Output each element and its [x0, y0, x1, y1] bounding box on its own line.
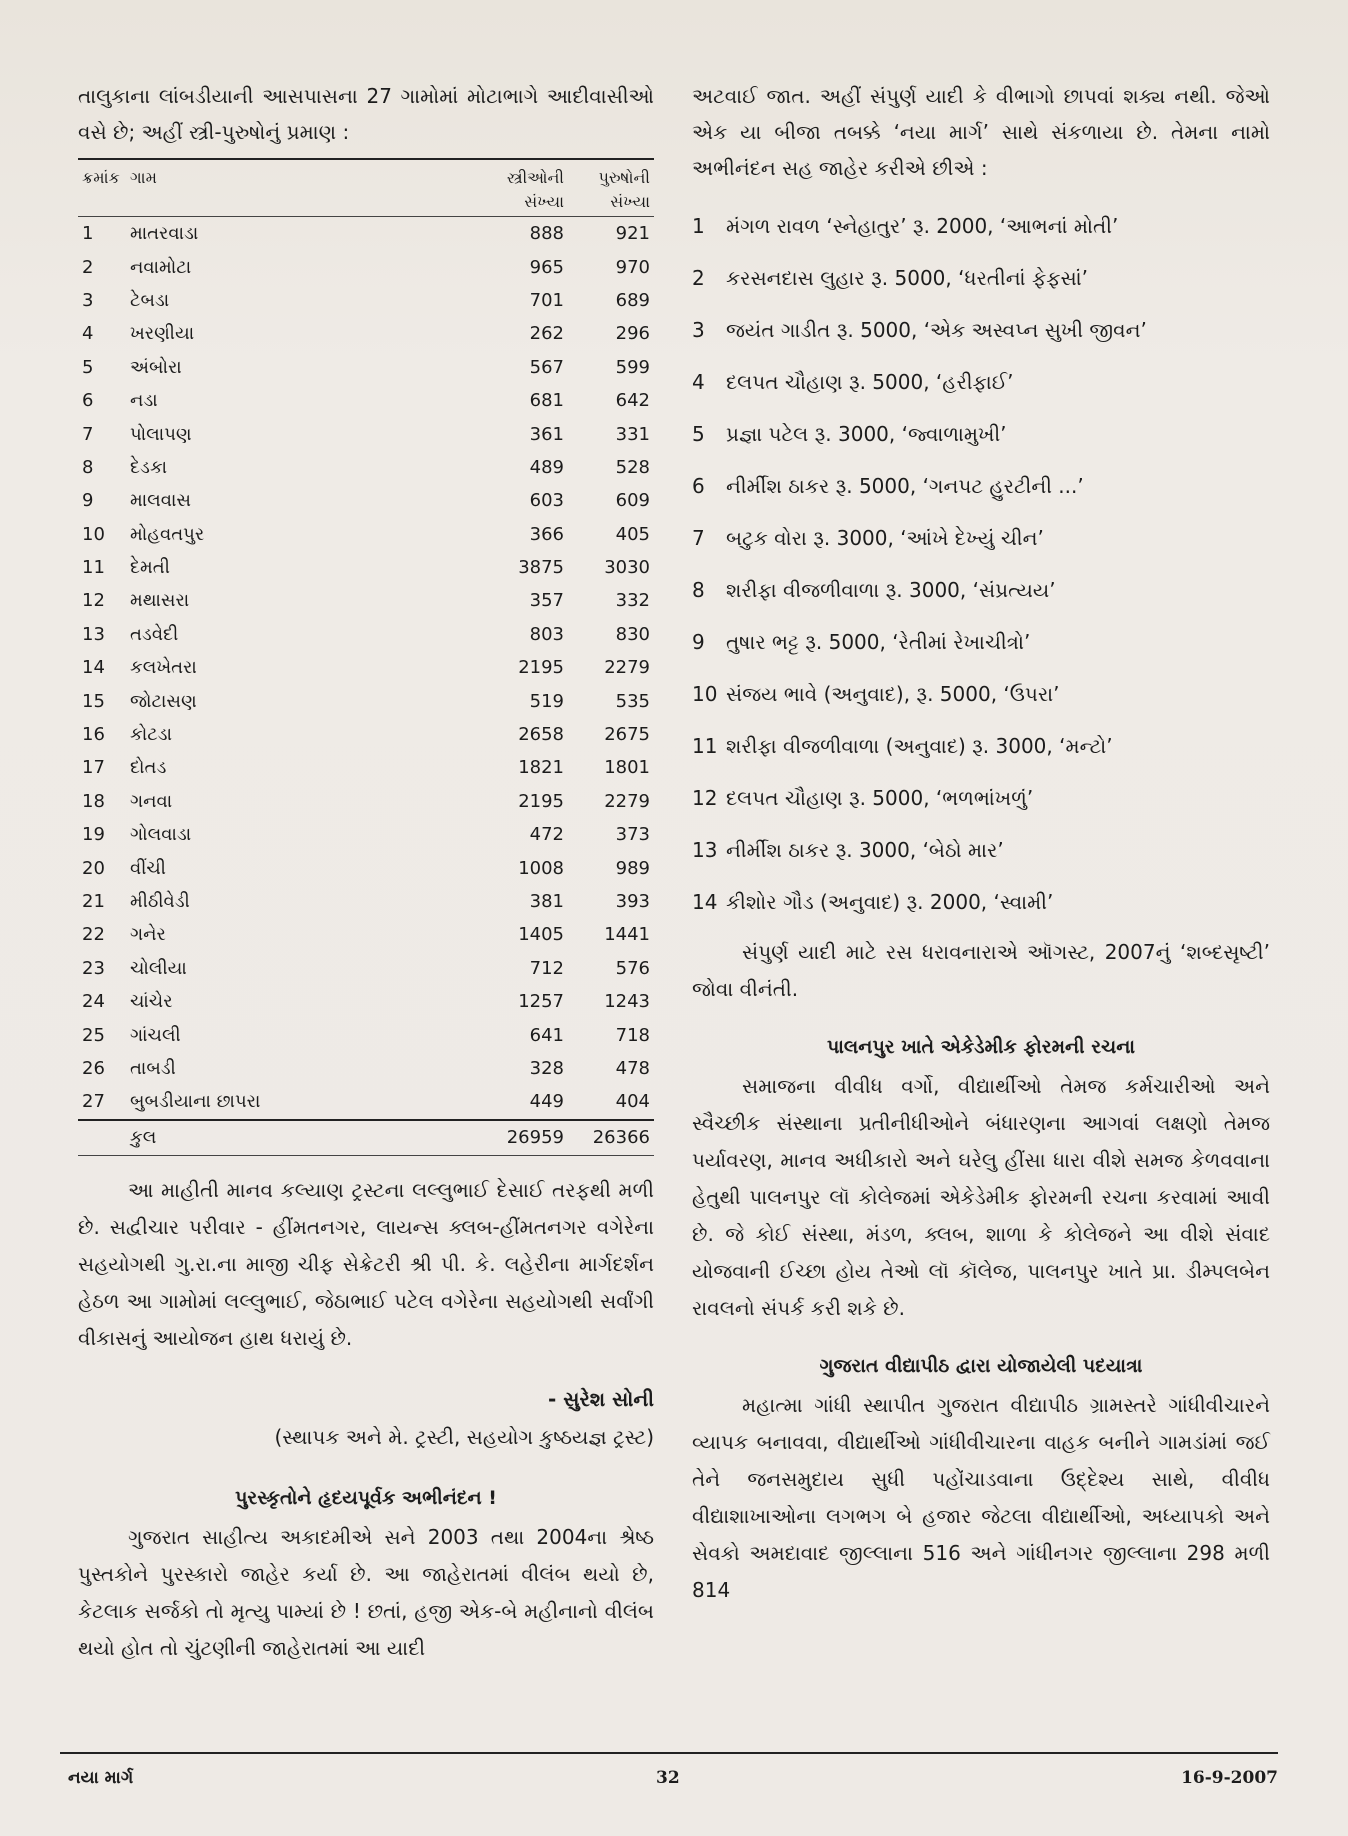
table-row	[78, 584, 654, 617]
row-men: 830	[615, 623, 650, 645]
award-number: 3	[692, 318, 705, 342]
row-village: મીઠીવેડી	[130, 891, 190, 912]
row-village: નડા	[130, 390, 158, 412]
table-row	[78, 918, 654, 951]
list-item	[692, 408, 1270, 460]
row-women: 567	[529, 356, 564, 378]
row-men: 332	[615, 590, 650, 612]
row-village: દેડકા	[130, 456, 168, 478]
row-men: 296	[615, 323, 650, 345]
row-village: ચાંચેર	[130, 991, 173, 1013]
row-village: કોટડા	[130, 724, 172, 746]
row-serial: 9	[82, 490, 94, 512]
award-text: કીશોર ગૌડ (અનુવાદ) રૂ. 2000, ‘સ્વામી’	[726, 890, 1054, 914]
row-village: મોહવતપુર	[130, 523, 205, 545]
table-row	[78, 451, 654, 484]
row-women: 381	[529, 891, 564, 912]
row-women: 681	[529, 390, 564, 412]
list-item	[692, 356, 1270, 408]
row-women: 1821	[518, 757, 564, 779]
list-item	[692, 720, 1270, 772]
award-number: 7	[692, 526, 705, 550]
row-men: 599	[615, 356, 650, 378]
row-village: વીંચી	[130, 857, 166, 879]
row-village: દોતડ	[130, 757, 167, 779]
right-paragraph-1: સમાજના વીવીધ વર્ગો, વીદ્યાર્થીઓ તેમજ કર્મચારીઓ અને સ્વૈચ્છીક સંસ્થાના પ્રતીનીધીઓને બંધારણના આગવાં લક્ષણો તેમજ પર્યાવરણ, માનવ અધીકારો અને ઘરેલુ હીંસા ધારા વીશે સમજ કેળવવાના હેતુથી પાલનપુર લૉ કોલેજમાં એકેડેમીક ફોરમની રચના કરવામાં આવી છે. જે કોઈ સંસ્થા, મંડળ, ક્લબ, શાળા કે કોલેજને આ વીશે સંવાદ યોજવાની ઈચ્છા હોય તેઓ લૉ કૉલેજ, પાલનપુર ખાતે પ્રા. ડીમ્પલબેન રાવલનો સંપર્ક કરી શકે છે.	[692, 1074, 1270, 1320]
total-men: 26366	[568, 1120, 654, 1156]
table-row	[78, 751, 654, 784]
row-women: 3875	[518, 557, 564, 579]
award-number: 14	[692, 890, 718, 914]
page-footer	[60, 1752, 1278, 1794]
row-men: 609	[615, 490, 650, 512]
row-serial: 10	[82, 523, 105, 545]
col-header-serial: ક્રમાંક	[78, 159, 126, 190]
row-village: અંબોરા	[130, 356, 182, 378]
col-subheader-men: સંખ્યા	[568, 190, 654, 217]
right-heading-padyatra: ગુજરાત વીદ્યાપીઠ દ્વારા યોજાયેલી પદયાત્રા	[819, 1355, 1143, 1377]
row-women: 262	[529, 323, 564, 345]
row-serial: 17	[82, 757, 105, 779]
row-serial: 19	[82, 824, 105, 846]
col-header-village: ગામ	[126, 159, 450, 190]
row-village: ગોલવાડા	[130, 824, 192, 846]
row-serial: 22	[82, 924, 105, 946]
award-text: દલપત ચૌહાણ રૂ. 5000, ‘ભળભાંખળું’	[726, 786, 1034, 810]
list-item	[692, 616, 1270, 668]
table-row	[78, 484, 654, 517]
footer-page-number: 32	[656, 1768, 680, 1788]
row-serial: 11	[82, 557, 105, 579]
row-men: 2675	[604, 724, 650, 746]
table-row	[78, 952, 654, 985]
row-women: 519	[529, 690, 564, 712]
row-women: 641	[529, 1024, 564, 1046]
award-number: 11	[692, 734, 718, 758]
row-women: 2658	[518, 724, 564, 746]
row-serial: 20	[82, 857, 105, 879]
village-gender-table	[78, 158, 654, 1156]
row-serial: 16	[82, 724, 105, 746]
table-row	[78, 250, 654, 283]
row-women: 965	[529, 256, 564, 278]
award-text: નીર્મીશ ઠાકર રૂ. 3000, ‘બેઠો માર’	[726, 838, 1004, 862]
row-village: કલખેતરા	[130, 657, 197, 679]
row-serial: 21	[82, 891, 105, 912]
list-item	[692, 252, 1270, 304]
table-row	[78, 217, 654, 251]
signature: - સુરેશ સોની	[547, 1386, 654, 1411]
left-heading-awards: પુરસ્કૃતોને હૃદયપૂર્વક અભીનંદન !	[235, 1486, 497, 1509]
table-row	[78, 684, 654, 717]
row-men: 3030	[604, 557, 650, 579]
row-serial: 26	[82, 1057, 105, 1079]
signature-subtitle: (સ્થાપક અને મે. ટ્રસ્ટી, સહયોગ કુષ્ઠયજ્ઞ ટ્રસ્ટ)	[274, 1424, 654, 1449]
list-item	[692, 824, 1270, 876]
village-rows	[78, 217, 654, 1120]
row-village: બુબડીયાના છાપરા	[130, 1091, 261, 1113]
row-women: 449	[529, 1091, 564, 1113]
row-village: ગાંચલી	[130, 1024, 181, 1046]
row-women: 472	[529, 824, 564, 846]
col-header-women: સ્ત્રીઓની	[450, 159, 568, 190]
row-men: 576	[615, 957, 650, 979]
table-row	[78, 518, 654, 551]
table-row	[78, 651, 654, 684]
award-text: કરસનદાસ લુહાર રૂ. 5000, ‘ધરતીનાં ફેફસાં’	[726, 266, 1088, 290]
row-serial: 15	[82, 690, 105, 712]
row-serial: 5	[82, 356, 94, 378]
row-serial: 3	[82, 289, 94, 311]
row-men: 528	[615, 456, 650, 478]
total-row	[78, 1120, 654, 1156]
row-village: ગનેર	[130, 924, 166, 946]
right-intro: અટવાઈ જાત. અહીં સંપુર્ણ યાદી કે વીભાગો છાપવાં શક્ય નથી. જેઓ એક યા બીજા તબક્કે ‘નયા માર્ગ’ સાથે સંકળાયા છે. તેમના નામો અભીનંદન સહ જાહેર કરીએ છીએ :	[692, 84, 1270, 180]
row-men: 970	[615, 256, 650, 278]
row-village: તાબડી	[130, 1057, 176, 1079]
award-number: 8	[692, 578, 705, 602]
row-village: પોલાપણ	[130, 423, 192, 445]
row-men: 393	[615, 891, 650, 912]
table-row	[78, 351, 654, 384]
row-village: ટેબડા	[130, 289, 170, 311]
table-row	[78, 384, 654, 417]
row-serial: 7	[82, 423, 94, 445]
right-column	[692, 78, 1270, 1609]
row-village: દેમતી	[130, 557, 170, 579]
awards-list	[692, 200, 1270, 928]
table-row	[78, 885, 654, 918]
row-men: 331	[615, 423, 650, 445]
row-serial: 6	[82, 390, 94, 412]
table-row	[78, 284, 654, 317]
row-men: 689	[615, 289, 650, 311]
award-text: સંજય ભાવે (અનુવાદ), રૂ. 5000, ‘ઉપરા’	[726, 682, 1060, 706]
row-men: 1243	[604, 991, 650, 1013]
row-women: 328	[529, 1057, 564, 1079]
award-text: તુષાર ભટ્ટ રૂ. 5000, ‘રેતીમાં રેખાચીત્રો’	[726, 630, 1031, 654]
row-serial: 18	[82, 790, 105, 812]
row-serial: 13	[82, 623, 105, 645]
row-serial: 25	[82, 1024, 105, 1046]
row-village: માતરવાડા	[130, 223, 199, 245]
table-row	[78, 851, 654, 884]
table-row	[78, 551, 654, 584]
list-item	[692, 460, 1270, 512]
award-number: 13	[692, 838, 718, 862]
row-women: 1257	[518, 991, 564, 1013]
row-serial: 27	[82, 1091, 105, 1113]
total-label: કુલ	[126, 1120, 450, 1156]
row-women: 1405	[518, 924, 564, 946]
list-item	[692, 772, 1270, 824]
row-men: 989	[615, 857, 650, 879]
row-men: 2279	[604, 657, 650, 679]
row-men: 405	[615, 523, 650, 545]
award-number: 12	[692, 786, 718, 810]
table-row	[78, 417, 654, 450]
list-item	[692, 304, 1270, 356]
row-serial: 24	[82, 991, 105, 1013]
row-men: 1441	[604, 924, 650, 946]
left-intro: તાલુકાના લાંબડીયાની આસપાસના 27 ગામોમાં મોટાભાગે આદીવાસીઓ વસે છે; અહીં સ્ત્રી-પુરુષોનું પ્રમાણ :	[78, 84, 654, 144]
col-header-men: પુરુષોની	[568, 159, 654, 190]
table-row	[78, 818, 654, 851]
row-women: 888	[529, 223, 564, 245]
award-number: 6	[692, 474, 705, 498]
award-text: શરીફા વીજળીવાળા (અનુવાદ) રૂ. 3000, ‘મન્ટો’	[726, 734, 1113, 758]
row-women: 366	[529, 523, 564, 545]
row-serial: 23	[82, 957, 105, 979]
row-serial: 1	[82, 223, 94, 245]
total-women: 26959	[450, 1120, 568, 1156]
award-text: દલપત ચૌહાણ રૂ. 5000, ‘હરીફાઈ’	[726, 370, 1014, 394]
row-village: ગનવા	[130, 790, 173, 812]
row-men: 718	[615, 1024, 650, 1046]
award-text: શરીફા વીજળીવાળા રૂ. 3000, ‘સંપ્રત્યય’	[726, 578, 1056, 602]
award-number: 2	[692, 266, 705, 290]
award-text: મંગળ રાવળ ‘સ્નેહાતુર’ રૂ. 2000, ‘આભનાં મોતી’	[726, 214, 1119, 238]
table-row	[78, 785, 654, 818]
list-item	[692, 668, 1270, 720]
row-men: 478	[615, 1057, 650, 1079]
row-village: ખરણીયા	[130, 323, 195, 345]
left-paragraph-1: આ માહીતી માનવ કલ્યાણ ટ્રસ્ટના લલ્લુભાઈ દેસાઈ તરફથી મળી છે. સદ્વીચાર પરીવાર - હીંમતનગર, લાયન્સ ક્લબ-હીંમતનગર વગેરેના સહયોગથી ગુ.રા.ના માજી ચીફ સેક્રેટરી શ્રી પી. કે. લહેરીના માર્ગદર્શન હેઠળ આ ગામોમાં લલ્લુભાઈ, જેઠાભાઈ પટેલ વગેરેના સહયોગથી સર્વાંગી વીકાસનું આયોજન હાથ ધરાયું છે.	[78, 1177, 654, 1350]
footer-magazine-name: નયા માર્ગ	[68, 1768, 134, 1788]
row-serial: 2	[82, 256, 94, 278]
table-row	[78, 317, 654, 350]
row-village: જોટાસણ	[130, 690, 197, 712]
row-women: 701	[529, 289, 564, 311]
award-number: 4	[692, 370, 705, 394]
award-text: જયંત ગાડીત રૂ. 5000, ‘એક અસ્વપ્ન સુખી જીવન’	[726, 318, 1147, 342]
row-men: 373	[615, 824, 650, 846]
footer-date: 16-9-2007	[1181, 1768, 1278, 1788]
row-women: 1008	[518, 857, 564, 879]
table-row	[78, 985, 654, 1018]
row-serial: 8	[82, 456, 94, 478]
row-serial: 4	[82, 323, 94, 345]
list-item	[692, 564, 1270, 616]
row-men: 535	[615, 690, 650, 712]
list-item	[692, 200, 1270, 252]
row-men: 642	[615, 390, 650, 412]
right-after-list: સંપુર્ણ યાદી માટે રસ ધરાવનારાએ ઑગસ્ટ, 2007નું ‘શબ્દસૃષ્ટી’ જોવા વીનંતી.	[692, 940, 1270, 1001]
row-women: 489	[529, 456, 564, 478]
row-men: 2279	[604, 790, 650, 812]
right-heading-forum: પાલનપુર ખાતે એકેડેમીક ફોરમની રચના	[826, 1036, 1136, 1058]
award-number: 10	[692, 682, 718, 706]
left-paragraph-2: ગુજરાત સાહીત્ય અકાદમીએ સને 2003 તથા 2004ના શ્રેષ્ઠ પુસ્તકોને પુરસ્કારો જાહેર કર્યા છે. આ જાહેરાતમાં વીલંબ થયો છે, કેટલાક સર્જકો તો મૃત્યુ પામ્યાં છે ! છતાં, હજી એક-બે મહીનાનો વીલંબ થયો હોત તો ચુંટણીની જાહેરાતમાં આ યાદી	[78, 1524, 654, 1660]
row-village: માલવાસ	[130, 490, 191, 512]
row-serial: 14	[82, 657, 105, 679]
table-row	[78, 1052, 654, 1085]
table-row	[78, 1085, 654, 1119]
row-women: 361	[529, 423, 564, 445]
col-subheader-women: સંખ્યા	[450, 190, 568, 217]
row-village: ચોલીયા	[130, 957, 187, 979]
award-number: 9	[692, 630, 705, 654]
award-text: બટુક વોરા રૂ. 3000, ‘આંખે દેખ્યું ચીન’	[726, 526, 1044, 550]
row-women: 2195	[518, 657, 564, 679]
row-serial: 12	[82, 590, 105, 612]
row-women: 712	[529, 957, 564, 979]
list-item	[692, 512, 1270, 564]
row-men: 404	[615, 1091, 650, 1113]
table-row	[78, 618, 654, 651]
row-men: 1801	[604, 757, 650, 779]
award-text: પ્રજ્ઞા પટેલ રૂ. 3000, ‘જ્વાળામુખી’	[726, 422, 1007, 446]
table-row	[78, 1018, 654, 1051]
list-item	[692, 876, 1270, 928]
table-row	[78, 718, 654, 751]
row-women: 357	[529, 590, 564, 612]
award-text: નીર્મીશ ઠાકર રૂ. 5000, ‘ગનપટ હુરટીની ...’	[726, 474, 1084, 498]
right-paragraph-2: મહાત્મા ગાંધી સ્થાપીત ગુજરાત વીદ્યાપીઠ ગ્રામસ્તરે ગાંધીવીચારને વ્યાપક બનાવવા, વીદ્યાર્થીઓ ગાંધીવીચારના વાહક બનીને ગામડાંમાં જઈ તેને જનસમુદાય સુધી પહોંચાડવાના ઉદ્દેશ્ય સાથે, વીવીધ વીદ્યાશાખાઓના લગભગ બે હજાર જેટલા વીદ્યાર્થીઓ, અધ્યાપકો અને સેવકો અમદાવાદ જીલ્લાના 516 અને ગાંધીનગર જીલ્લાના 298 મળી 814	[692, 1393, 1270, 1602]
row-village: તડવેદી	[130, 623, 179, 645]
row-women: 2195	[518, 790, 564, 812]
row-village: નવામોટા	[130, 256, 192, 278]
row-women: 803	[529, 623, 564, 645]
award-number: 5	[692, 422, 705, 446]
row-men: 921	[615, 223, 650, 245]
left-column	[78, 78, 654, 1667]
row-village: મથાસરા	[130, 590, 190, 612]
award-number: 1	[692, 214, 705, 238]
row-women: 603	[529, 490, 564, 512]
